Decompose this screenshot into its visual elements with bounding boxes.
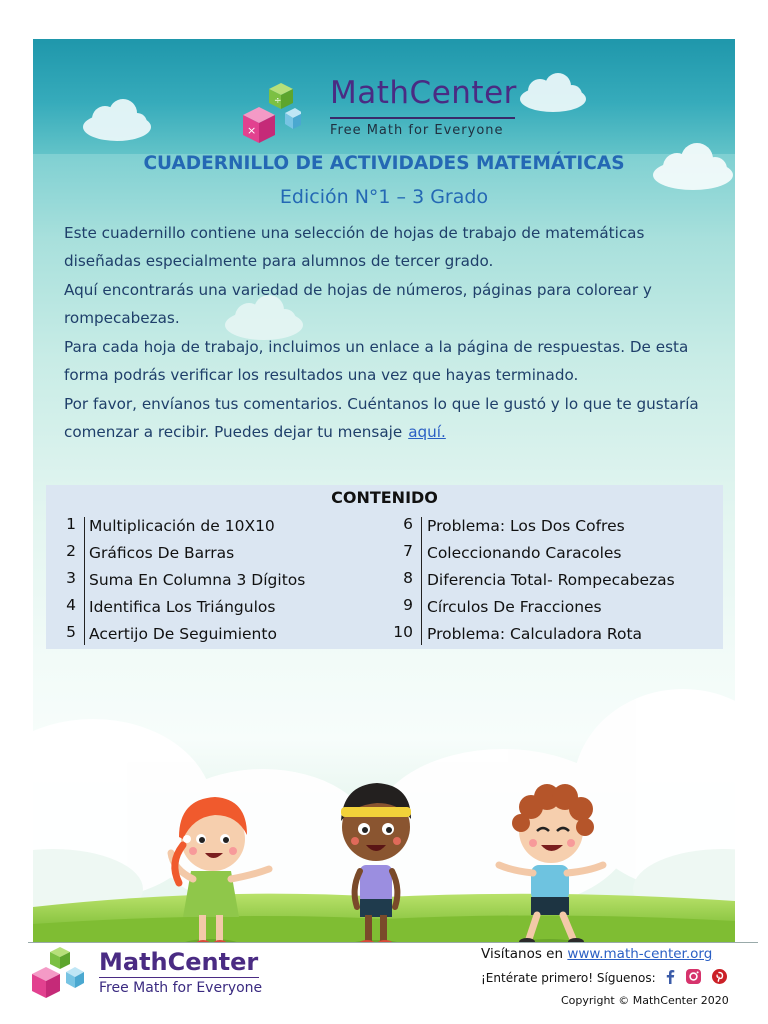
children-illustration xyxy=(33,639,735,942)
footer-brand: MathCenter xyxy=(99,948,259,976)
mathcenter-logo-icon xyxy=(30,944,88,1002)
item-number: 1 xyxy=(66,515,76,533)
item-number: 6 xyxy=(403,515,413,533)
brand-divider xyxy=(330,117,515,119)
intro-paragraph: Para cada hoja de trabajo, incluimos un enlace a la página de respuestas. De esta forma podrás verificar los resultados una vez que hayas terminado. xyxy=(64,338,689,384)
feedback-text: Por favor, envíanos tus comentarios. Cuéntanos lo que le gustó y lo que te gustaría comenzar a recibir. Puedes dejar tu mensaje xyxy=(64,395,699,441)
item-number: 7 xyxy=(403,542,413,560)
item-label: Problema: Los Dos Cofres xyxy=(427,517,625,535)
item-label: Suma En Columna 3 Dígitos xyxy=(89,571,306,589)
item-label: Círculos De Fracciones xyxy=(427,598,602,616)
item-label: Acertijo De Seguimiento xyxy=(89,625,277,643)
intro-paragraph xyxy=(64,390,714,446)
contents-column-left xyxy=(46,515,376,650)
contents-item xyxy=(46,542,376,569)
brand-title: MathCenter xyxy=(330,75,517,111)
intro-paragraph: Aquí encontrarás una variedad de hojas de números, páginas para colorear y rompecabezas. xyxy=(64,281,652,327)
intro-paragraph: Este cuadernillo contiene una selección de hojas de trabajo de matemáticas diseñadas especialmente para alumnos de tercer grado. xyxy=(64,224,645,270)
svg-text:×: × xyxy=(247,124,257,137)
instagram-icon[interactable] xyxy=(685,968,702,985)
footer-divider xyxy=(28,942,758,943)
item-number: 10 xyxy=(393,623,413,641)
contents-item xyxy=(46,569,376,596)
item-number: 8 xyxy=(403,569,413,587)
document-title: CUADERNILLO DE ACTIVIDADES MATEMÁTICAS xyxy=(143,153,625,174)
contents-item xyxy=(383,542,713,569)
contents-item xyxy=(383,569,713,596)
cloud-decoration xyxy=(518,71,588,115)
item-label: Gráficos De Barras xyxy=(89,544,235,562)
contents-title: CONTENIDO xyxy=(331,488,438,507)
facebook-icon[interactable] xyxy=(662,968,679,985)
contents-item xyxy=(383,515,713,542)
contents-column-right xyxy=(383,515,713,650)
message-link[interactable]: aquí. xyxy=(408,423,446,441)
item-label: Problema: Calculadora Rota xyxy=(427,625,643,643)
item-number: 9 xyxy=(403,596,413,614)
contents-table xyxy=(46,485,723,649)
brand-tagline: Free Math for Everyone xyxy=(330,123,504,138)
contents-item xyxy=(383,596,713,623)
item-label: Multiplicación de 10X10 xyxy=(89,517,275,535)
contents-item xyxy=(46,515,376,542)
item-number: 3 xyxy=(66,569,76,587)
intro-text xyxy=(64,219,714,447)
mathcenter-logo-icon xyxy=(241,79,301,151)
visit-line xyxy=(481,946,712,962)
item-label: Identifica Los Triángulos xyxy=(89,598,276,616)
pinterest-icon[interactable] xyxy=(711,968,728,985)
contents-item xyxy=(46,596,376,623)
item-number: 4 xyxy=(66,596,76,614)
website-link[interactable]: www.math-center.org xyxy=(567,946,713,962)
item-label: Diferencia Total- Rompecabezas xyxy=(427,571,675,589)
footer-tagline: Free Math for Everyone xyxy=(99,980,263,996)
cloud-decoration xyxy=(81,97,153,143)
item-number: 5 xyxy=(66,623,76,641)
footer-brand-divider xyxy=(99,977,259,978)
document-edition: Edición N°1 – 3 Grado xyxy=(279,186,489,208)
follow-text: ¡Entérate primero! Síguenos: xyxy=(481,971,656,985)
item-number: 2 xyxy=(66,542,76,560)
svg-text:÷: ÷ xyxy=(274,96,282,106)
worksheet-cover xyxy=(33,39,735,942)
item-label: Coleccionando Caracoles xyxy=(427,544,622,562)
copyright-text: Copyright © MathCenter 2020 xyxy=(561,994,729,1007)
visit-text: Visítanos en xyxy=(481,946,564,962)
